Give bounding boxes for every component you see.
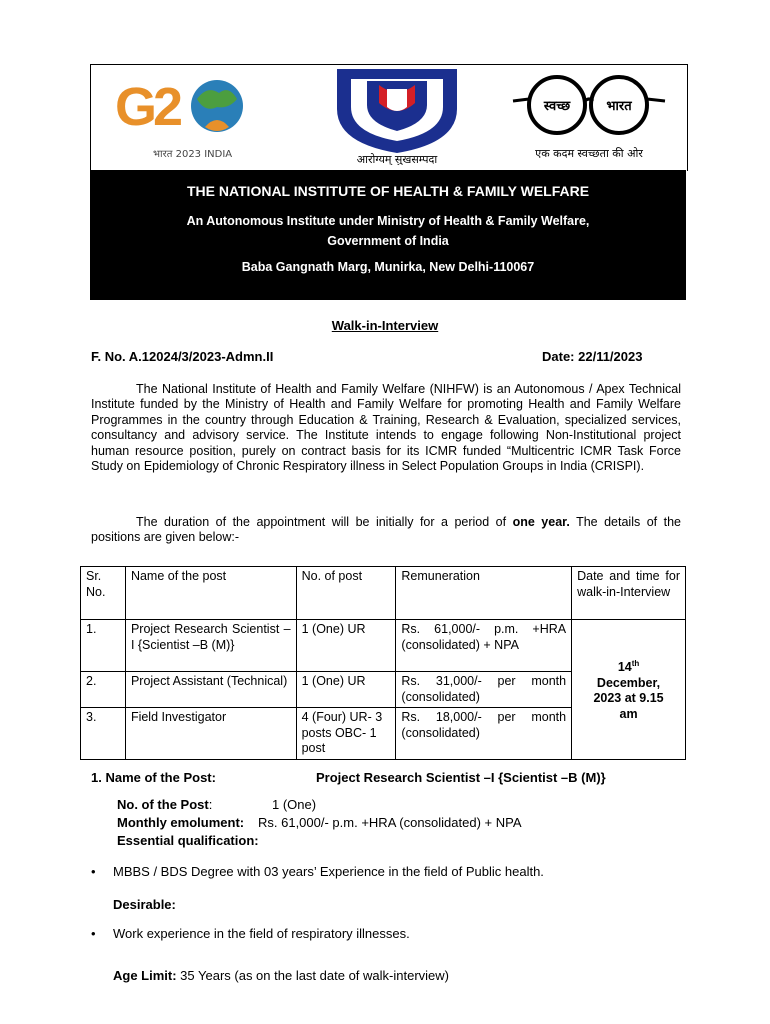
header-sr: Sr. No. xyxy=(81,567,126,620)
duration-emphasis: one year. xyxy=(512,515,570,529)
intro-paragraph: The National Institute of Health and Family Welfare (NIHFW) is an Autonomous / Apex Technical Institute funded by the Ministry of Health and Family Welfare for promoting Health and Family Welfare Programmes in the country through Education & Training, Research & Evaluation, specialized services, consultancy and advisory service. The Institute intends to engage following Non-Institutional project human resource position, purely on contract basis for its ICMR funded “Multicentric ICMR Task Force Study on Epidemiology of Chronic Respiratory illness in Select Population Groups in India (CRISPI). xyxy=(91,382,681,474)
nihfw-emblem-icon xyxy=(327,67,467,165)
age-limit-label: Age Limit: xyxy=(113,968,177,983)
row-pay: Rs. 18,000/- per month (consolidated) xyxy=(396,708,572,760)
notice-date: Date: 22/11/2023 xyxy=(542,349,643,364)
post-count-colon: : xyxy=(208,797,213,812)
row-post: Project Assistant (Technical) xyxy=(125,672,296,708)
row-sr: 3. xyxy=(81,708,126,760)
age-limit-value: 35 Years (as on the last date of walk-interview) xyxy=(176,968,449,983)
row-count: 4 (Four) UR- 3 posts OBC- 1 post xyxy=(296,708,396,760)
date-time: 2023 at 9.15 xyxy=(593,691,664,706)
row-post: Field Investigator xyxy=(125,708,296,760)
institute-name: THE NATIONAL INSTITUTE OF HEALTH & FAMILY WELFARE xyxy=(186,183,590,199)
institute-subtitle xyxy=(90,211,686,251)
positions-table xyxy=(80,566,686,760)
file-number: F. No. A.12024/3/2023-Admn.II xyxy=(91,349,274,364)
notice-heading: Walk-in-Interview xyxy=(331,318,439,333)
row-count: 1 (One) UR xyxy=(296,672,396,708)
row-post: Project Research Scientist –I {Scientist –B (M)} xyxy=(125,620,296,672)
row-sr: 1. xyxy=(81,620,126,672)
age-limit xyxy=(113,968,449,984)
header-count: No. of post xyxy=(296,567,396,620)
emolument-value: Rs. 61,000/- p.m. +HRA (consolidated) + NPA xyxy=(258,815,522,830)
duration-paragraph xyxy=(91,515,681,546)
duration-text-1: The duration of the appointment will be initially for a period of xyxy=(136,515,513,529)
svg-text:G: G xyxy=(115,77,158,137)
row-pay: Rs. 31,000/- per month (consolidated) xyxy=(396,672,572,708)
svg-text:भारत 2023 INDIA: भारत 2023 INDIA xyxy=(153,149,233,160)
subtitle-line-1: An Autonomous Institute under Ministry of Health & Family Welfare, xyxy=(186,214,590,228)
header-post: Name of the post xyxy=(125,567,296,620)
header-date: Date and time for walk-in-Interview xyxy=(572,567,686,620)
duration-text-2: The details of the positions are given below:- xyxy=(91,515,681,545)
emolument-label: Monthly emolument: xyxy=(117,815,245,830)
svg-text:एक कदम स्वच्छता की ओर: एक कदम स्वच्छता की ओर xyxy=(535,147,643,160)
table-header-row xyxy=(81,567,686,620)
table-row xyxy=(81,620,686,672)
essential-qualification-item: MBBS / BDS Degree with 03 years’ Experience in the field of Public health. xyxy=(113,864,544,879)
institute-banner xyxy=(90,170,686,300)
date-ampm: am xyxy=(619,706,638,721)
logo-header xyxy=(90,64,688,171)
desirable-label: Desirable: xyxy=(113,897,176,912)
post-name-label: 1. Name of the Post: xyxy=(91,770,216,785)
post-count-value: 1 (One) xyxy=(272,797,317,812)
svg-text:भारत: भारत xyxy=(606,99,632,114)
header-pay: Remuneration xyxy=(396,567,572,620)
swachh-bharat-logo-icon xyxy=(511,71,667,165)
institute-address: Baba Gangnath Marg, Munirka, New Delhi-110067 xyxy=(241,260,535,274)
subtitle-line-2: Government of India xyxy=(327,234,449,248)
post-count-label xyxy=(117,797,212,813)
g20-logo-icon xyxy=(113,69,253,165)
row-sr: 2. xyxy=(81,672,126,708)
desirable-item: Work experience in the field of respiratory illnesses. xyxy=(113,926,410,941)
row-count: 1 (One) UR xyxy=(296,620,396,672)
post-name-value: Project Research Scientist –I {Scientist –B (M)} xyxy=(316,770,606,785)
svg-text:आरोग्यम् सुखसम्पदा: आरोग्यम् सुखसम्पदा xyxy=(356,153,438,165)
date-month: December, xyxy=(596,675,661,690)
bullet-icon: • xyxy=(91,864,96,879)
essential-qualification-label: Essential qualification: xyxy=(117,833,259,848)
row-pay: Rs. 61,000/- p.m. +HRA (consolidated) + NPA xyxy=(396,620,572,672)
svg-text:2: 2 xyxy=(153,77,184,137)
post-count-label-text: No. of the Post xyxy=(117,797,209,812)
date-suffix: th xyxy=(631,659,640,669)
svg-text:स्वच्छ: स्वच्छ xyxy=(543,99,571,114)
bullet-icon: • xyxy=(91,926,96,941)
date-day: 14 xyxy=(617,660,632,675)
interview-date-cell xyxy=(572,620,686,760)
